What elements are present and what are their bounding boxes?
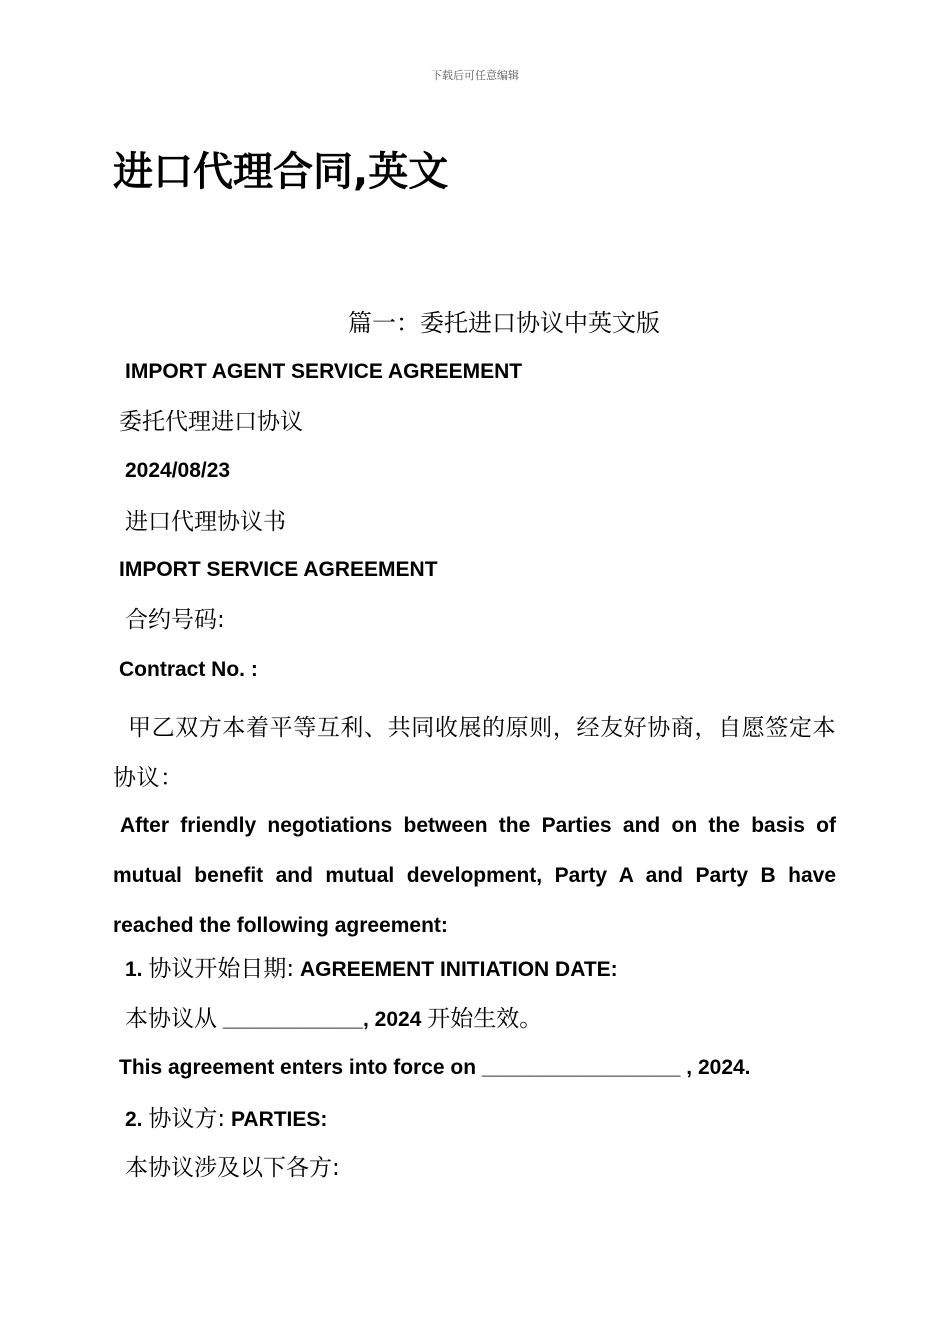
clause-1-heading [125,954,618,985]
section-heading: 篇一：委托进口协议中英文版 [348,309,660,337]
clause-1-number: 1. [125,958,143,981]
agreement-title-cn: 委托代理进口协议 [119,409,303,435]
agreement-title-en: IMPORT AGENT SERVICE AGREEMENT [125,360,523,383]
preamble-cn: 甲乙双方本着平等互利、共同收展的原则，经友好协商，自愿签定本协议： [113,715,836,791]
service-title-en: IMPORT SERVICE AGREEMENT [119,558,438,581]
clause-1-heading-en: AGREEMENT INITIATION DATE: [299,958,618,981]
clause-2-heading-en: PARTIES: [230,1108,328,1131]
clause-2-number: 2. [125,1108,143,1131]
clause-1-heading-cn: 协议开始日期: [148,956,295,982]
contract-no-cn: 合约号码: [125,607,225,633]
clause-1-body-cn-suffix: 开始生效。 [427,1006,543,1032]
clause-1-date-blank: ____________ [222,1008,363,1031]
clause-1-body-cn-prefix: 本协议从 [125,1006,217,1032]
clause-1-body-cn [125,1004,542,1035]
clause-2-body-cn: 本协议涉及以下各方: [125,1155,340,1181]
header-note: 下载后可任意编辑 [431,69,519,82]
contract-no-en: Contract No. : [119,658,258,681]
clause-1-year: , 2024 [363,1008,422,1031]
preamble-en: After friendly negotiations between the Parties and on the basis of mutual benefit and mutual development, Party A and Party B have reached the following agreement: [113,814,836,937]
clause-2-heading-cn: 协议方: [148,1106,226,1132]
document-date: 2024/08/23 [125,459,231,482]
service-title-cn: 进口代理协议书 [125,509,286,535]
clause-2-heading [125,1104,327,1135]
clause-1-body-en: This agreement enters into force on _________________ , 2024. [119,1056,751,1079]
document-title: 进口代理合同,英文 [113,149,449,195]
